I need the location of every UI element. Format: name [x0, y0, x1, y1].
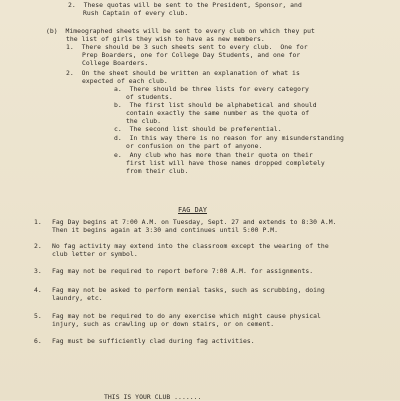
- fag-item-6-line-1: Fag must be sufficiently clad during fag activities.: [52, 337, 255, 345]
- sub-a-line-1: a. There should be three lists for every category: [114, 85, 309, 93]
- item-2-line-1: 2. These quotas will be sent to the President, Sponsor, and: [68, 1, 302, 9]
- b1-line-3: College Boarders.: [82, 59, 149, 67]
- sub-d-line-1: d. In this way there is no reason for any misunderstanding: [114, 134, 344, 142]
- fag-item-2-line-1: No fag activity may extend into the classroom except the wearing of the: [52, 242, 329, 250]
- fag-item-5-line-1: Fag may not be required to do any exercise which might cause physical: [52, 312, 321, 320]
- sub-c-line-1: c. The second list should be preferential.: [114, 125, 282, 133]
- fag-item-4-number: 4.: [34, 286, 42, 294]
- fag-item-2-line-2: club letter or symbol.: [52, 250, 138, 258]
- footer-line-1: THIS IS YOUR CLUB .......: [104, 393, 202, 401]
- b2-line-2: expected of each club.: [82, 77, 168, 85]
- fag-item-1-number: 1.: [34, 218, 42, 226]
- sub-e-line-1: e. Any club who has more than their quota on their: [114, 151, 313, 159]
- fag-item-5-number: 5.: [34, 312, 42, 320]
- sub-b-line-3: the club.: [126, 117, 162, 125]
- fag-item-1-line-1: Fag Day begins at 7:00 A.M. on Tuesday, Sept. 27 and extends to 8:30 A.M.: [52, 218, 337, 226]
- section-b-line-2: the list of girls they wish to have as new members.: [66, 35, 265, 43]
- sub-d-line-2: or confusion on the part of anyone.: [126, 142, 263, 150]
- fag-item-2-number: 2.: [34, 242, 42, 250]
- fag-item-6-number: 6.: [34, 337, 42, 345]
- sub-b-line-1: b. The first list should be alphabetical and should: [114, 101, 317, 109]
- sub-b-line-2: contain exactly the same number as the quota of: [126, 109, 310, 117]
- fag-item-3-line-1: Fag may not be required to report before 7:00 A.M. for assignments.: [52, 267, 314, 275]
- sub-e-line-2: first list will have those names dropped completely: [126, 159, 325, 167]
- fag-item-1-line-2: Then it begins again at 3:30 and continues until 5:00 P.M.: [52, 226, 279, 234]
- fag-item-3-number: 3.: [34, 267, 42, 275]
- b1-line-1: 1. There should be 3 such sheets sent to every club. One for: [66, 43, 308, 51]
- b1-line-2: Prep Boarders, one for College Day Students, and one for: [82, 51, 301, 59]
- section-b-line-1: (b) Mimeographed sheets will be sent to every club on which they put: [46, 27, 315, 35]
- fag-item-5-line-2: injury, such as crawling up or down stairs, or on cement.: [52, 320, 275, 328]
- sub-e-line-3: from their club.: [126, 167, 189, 175]
- fag-item-4-line-1: Fag may not be asked to perform menial tasks, such as scrubbing, doing: [52, 286, 325, 294]
- fag-item-4-line-2: laundry, etc.: [52, 294, 103, 302]
- fag-day-heading: FAG DAY: [178, 206, 207, 214]
- b2-line-1: 2. On the sheet should be written an explanation of what is: [66, 69, 300, 77]
- sub-a-line-2: of students.: [126, 93, 173, 101]
- item-2-line-2: Rush Captain of every club.: [83, 9, 189, 17]
